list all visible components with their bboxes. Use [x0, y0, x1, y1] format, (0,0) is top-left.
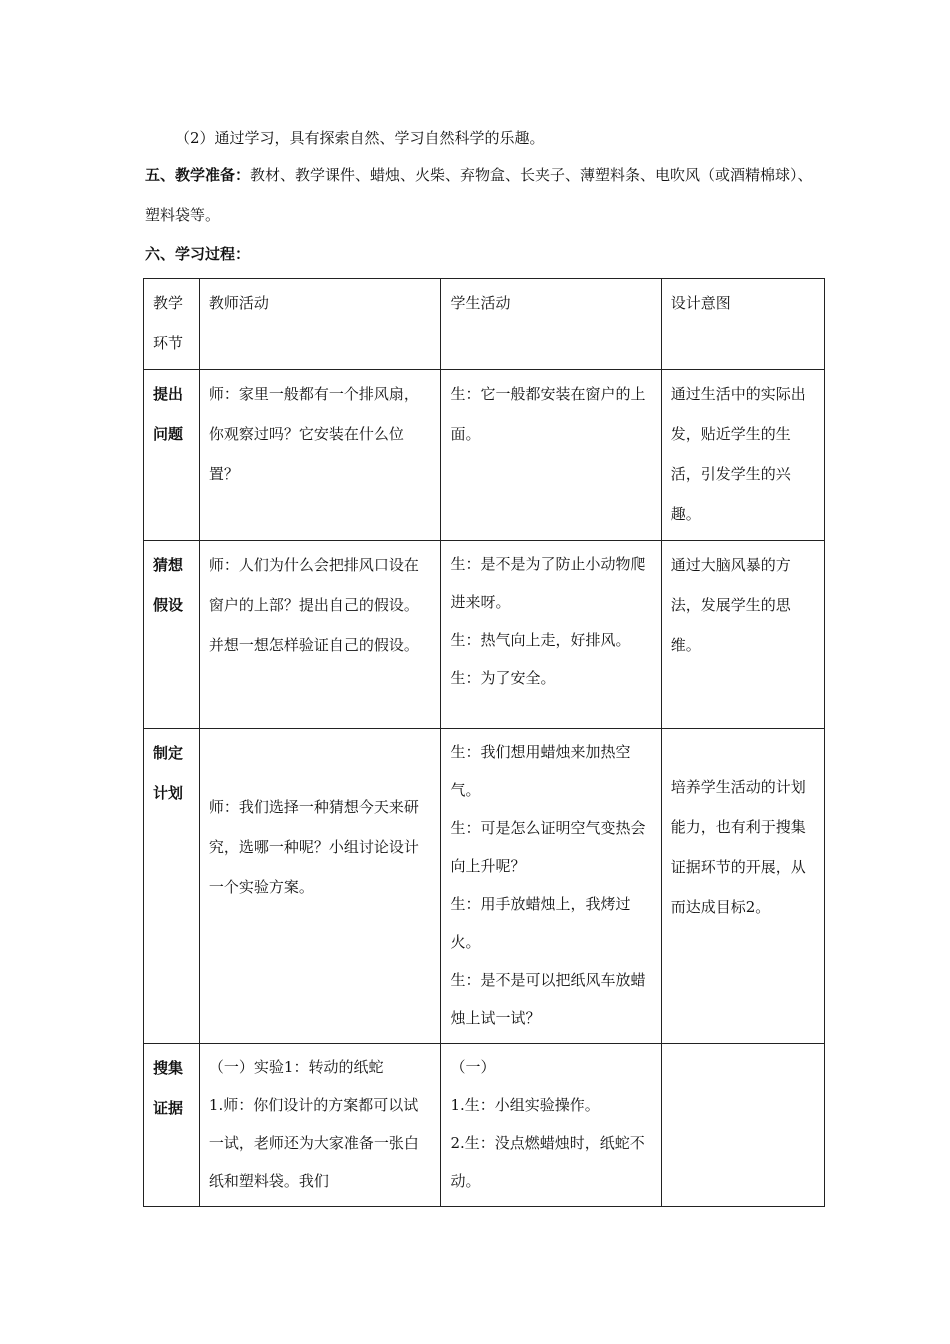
header-stage: 教学环节 — [144, 279, 200, 370]
table-row — [144, 370, 825, 541]
student-line: 2.生：没点燃蜡烛时，纸蛇不动。 — [450, 1134, 645, 1190]
teacher-cell — [199, 370, 441, 541]
preparation-text: 教材、教学课件、蜡烛、火柴、弃物盒、长夹子、薄塑料条、电吹风（或酒精棉球）、塑料袋等。 — [145, 166, 813, 224]
teacher-line: 1.师：你们设计的方案都可以试一试，老师还为大家准备一张白纸和塑料袋。我们 — [208, 1096, 419, 1190]
stage-cell: 制定计划 — [144, 729, 200, 1044]
objective-line: （2）通过学习，具有探索自然、学习自然科学的乐趣。 — [175, 129, 545, 147]
student-cell — [441, 370, 661, 541]
table-header-row — [144, 279, 825, 370]
student-line: 生：为了安全。 — [450, 669, 556, 687]
header-teacher: 教师活动 — [199, 279, 441, 370]
student-line: 生：可是怎么证明空气变热会向上升呢？ — [450, 819, 646, 875]
stage-cell: 搜集证据 — [144, 1044, 200, 1207]
teacher-line: 师：家里一般都有一个排风扇，你观察过吗？它安装在什么位置？ — [208, 385, 419, 483]
teacher-line: （一）实验1：转动的纸蛇 — [208, 1058, 384, 1076]
header-intent: 设计意图 — [661, 279, 824, 370]
student-line: （一） — [450, 1058, 496, 1076]
teaching-preparation — [145, 155, 825, 235]
student-line: 生：是不是为了防止小动物爬进来呀。 — [450, 555, 646, 611]
teacher-cell — [199, 541, 441, 729]
student-line: 生：是不是可以把纸风车放蜡烛上试一试？ — [450, 971, 646, 1027]
student-line: 生：它一般都安装在窗户的上面。 — [450, 385, 646, 443]
stage-cell: 猜想假设 — [144, 541, 200, 729]
student-cell — [441, 1044, 661, 1207]
teacher-cell — [199, 729, 441, 1044]
intent-cell: 通过大脑风暴的方法，发展学生的思维。 — [661, 541, 824, 729]
teacher-line: 师：人们为什么会把排风口设在窗户的上部？提出自己的假设。并想一想怎样验证自己的假设。 — [208, 556, 419, 654]
student-line: 生：用手放蜡烛上，我烤过火。 — [450, 895, 631, 951]
stage-cell: 提出问题 — [144, 370, 200, 541]
table-row — [144, 729, 825, 1044]
lesson-process-table — [143, 278, 825, 1207]
student-cell — [441, 729, 661, 1044]
intent-cell: 培养学生活动的计划能力，也有利于搜集证据环节的开展，从而达成目标2。 — [661, 729, 824, 1044]
table-row — [144, 1044, 825, 1207]
student-line: 1.生：小组实验操作。 — [450, 1096, 600, 1114]
intent-cell — [661, 1044, 824, 1207]
process-heading: 六、学习过程： — [145, 245, 251, 263]
student-line: 生：热气向上走，好排风。 — [450, 631, 631, 649]
student-line: 生：我们想用蜡烛来加热空气。 — [450, 743, 631, 799]
teacher-line: 师：我们选择一种猜想今天来研究，选哪一种呢？小组讨论设计一个实验方案。 — [208, 798, 419, 896]
student-cell — [441, 541, 661, 729]
table-row — [144, 541, 825, 729]
teacher-cell — [199, 1044, 441, 1207]
intent-cell: 通过生活中的实际出发，贴近学生的生活，引发学生的兴趣。 — [661, 370, 824, 541]
preparation-heading: 五、教学准备： — [145, 166, 251, 184]
header-student: 学生活动 — [441, 279, 661, 370]
